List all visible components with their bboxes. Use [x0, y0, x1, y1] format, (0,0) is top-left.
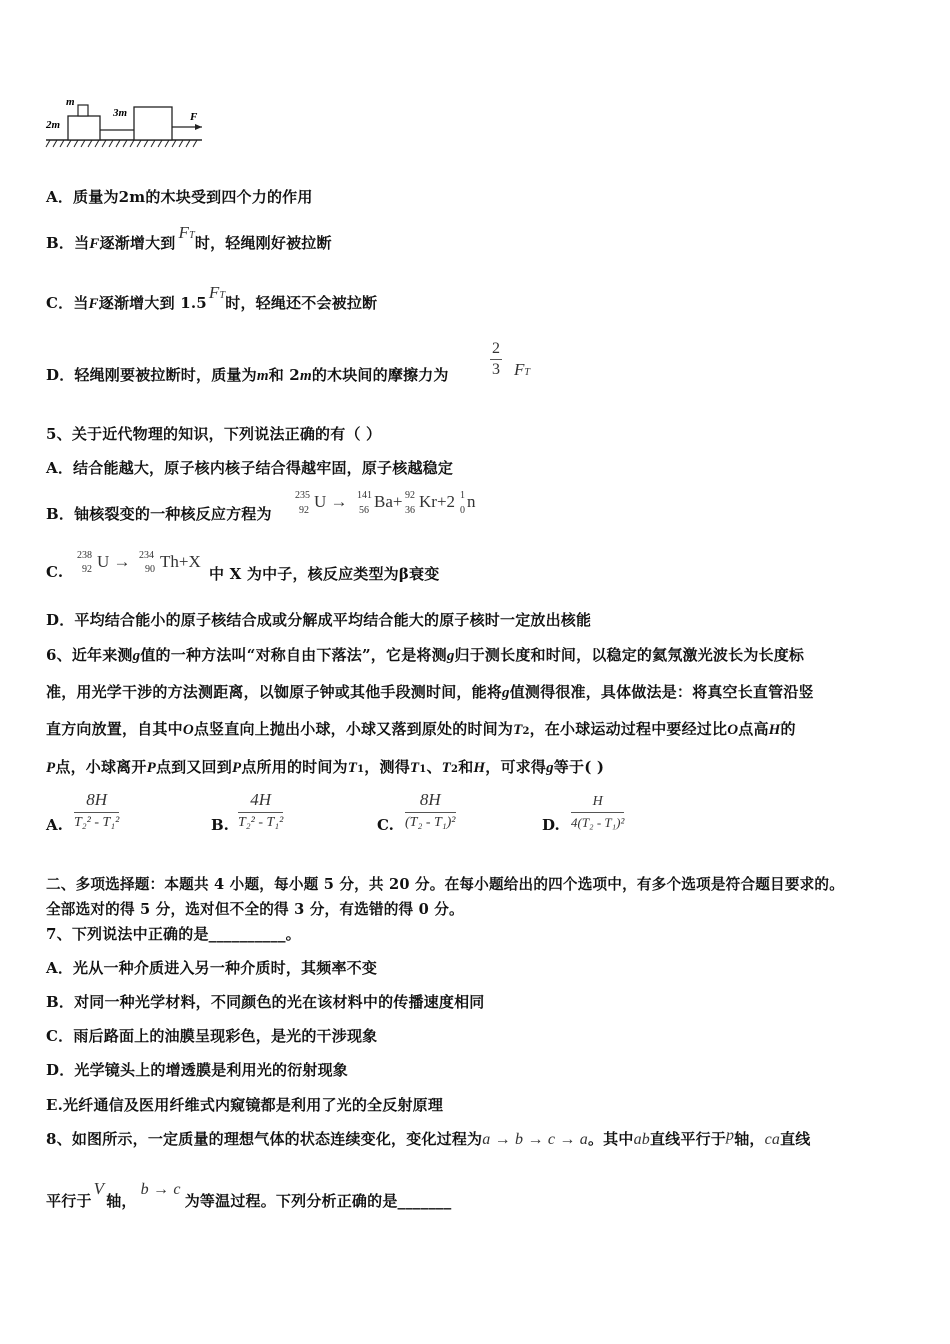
- q4-b-pre: B．当: [46, 234, 90, 252]
- label-F: F: [190, 111, 198, 123]
- q4-b-mid: 逐渐增大到: [99, 234, 176, 252]
- q4-d-pre: D．轻绳刚要被拉断时，质量为: [46, 366, 257, 384]
- q5-stem: 5、关于近代物理的知识，下列说法正确的有（ ）: [46, 425, 382, 443]
- q6-line-3: 直方向放置，自其中O点竖直向上抛出小球，小球又落到原处的时间为T2，在小球运动过程中要经过比O点高H的: [46, 720, 796, 738]
- q6-option-c-fraction: 8H (T₂ - T₁)²: [405, 790, 456, 830]
- q6-line-2: 准，用光学干涉的方法测距离，以铷原子钟或其他手段测时间，能将g值测得很准，具体做法是：将真空长直管沿竖: [46, 683, 814, 701]
- q7-stem: 7、下列说法中正确的是__________。: [46, 925, 301, 943]
- q8-line-2: 平行于V轴，b → c为等温过程。下列分析正确的是_______: [46, 1179, 452, 1210]
- q8-line-1: 8、如图所示，一定质量的理想气体的状态连续变化，变化过程为a → b → c → a。其中ab直线平行于p轴，ca直线: [46, 1127, 811, 1148]
- q5-option-c-label: C.: [46, 563, 64, 581]
- q7-option-b: B．对同一种光学材料，不同颜色的光在该材料中的传播速度相同: [46, 993, 485, 1011]
- q4-c-post: 时，轻绳还不会被拉断: [225, 294, 378, 312]
- section2-line-2: 全部选对的得 5 分，选对但不全的得 3 分，有选错的得 0 分。: [46, 901, 464, 918]
- q6-option-b-fraction: 4H T₂² - T₁²: [238, 790, 284, 830]
- q5-c-equation: 238 92 U → 234 90 Th+X: [77, 550, 201, 575]
- q6-option-c-label: C.: [377, 816, 394, 834]
- q5-option-d: D．平均结合能小的原子核结合成或分解成平均结合能大的原子核时一定放出核能: [46, 611, 592, 629]
- q6-option-d-label: D.: [542, 816, 560, 834]
- q4-d-m2: m: [299, 368, 312, 384]
- q6-line-4: P点，小球离开P点到又回到P点所用的时间为T1，测得T1、T2和H，可求得g等于( ): [46, 758, 605, 776]
- q4-option-c: [46, 283, 378, 313]
- label-3m: 3m: [113, 107, 128, 119]
- q4-d-and: 和 2: [268, 366, 300, 384]
- q5-option-b: B．铀核裂变的一种核反应方程为: [46, 505, 272, 523]
- q4-d-ft: FT: [514, 360, 530, 379]
- q4-c-pre: C．当: [46, 294, 89, 312]
- q7-option-a: A．光从一种介质进入另一种介质时，其频率不变: [46, 959, 378, 977]
- q6-option-d-fraction: $\frac{H}{\text{4(T₂ - T₁)²}}$: [571, 794, 625, 830]
- q4-d-fraction: $\frac{2}{3}$: [492, 340, 500, 378]
- q6-option-a-fraction: 8H T₂² - T₁²: [74, 790, 120, 830]
- q7-option-e: E.光纤通信及医用纤维式内窥镜都是利用了光的全反射原理: [46, 1096, 444, 1114]
- q4-b-ft: FT: [178, 223, 195, 242]
- q7-option-c: C．雨后路面上的油膜呈现彩色，是光的干涉现象: [46, 1027, 378, 1045]
- section2-line-1: 二、多项选择题：本题共 4 小题，每小题 5 分，共 20 分。在每小题给出的四个选项中，有多个选项是符合题目要求的。: [46, 876, 844, 893]
- label-2m: 2m: [46, 119, 61, 131]
- q7-option-d: D．光学镜头上的增透膜是利用光的衍射现象: [46, 1061, 349, 1079]
- q5-option-a: A．结合能越大，原子核内核子结合得越牢固，原子核越稳定: [46, 459, 454, 477]
- q4-c-ft: FT: [208, 283, 226, 302]
- q6-option-b-label: B.: [211, 816, 229, 834]
- q4-d-post: 的木块间的摩擦力为: [311, 366, 449, 384]
- blocks-figure: [44, 94, 214, 152]
- q4-c-mid: 逐渐增大到 1.5: [98, 294, 207, 312]
- q4-b-post: 时，轻绳刚好被拉断: [194, 234, 332, 252]
- q4-option-a: A．质量为2m的木块受到四个力的作用: [46, 188, 313, 206]
- q6-option-a-label: A.: [46, 816, 63, 834]
- q5-b-equation: 235 92 U → 141 56 Ba+ 92 36 Kr+2 1 0 n: [295, 490, 476, 516]
- q6-line-1: 6、近年来测g值的一种方法叫“对称自由下落法”，它是将测g归于测长度和时间，以稳定的氦氖激光波长为长度标: [46, 646, 805, 664]
- q5-option-c-text: 中 X 为中子，核反应类型为β衰变: [209, 565, 440, 583]
- q4-option-b: [46, 223, 332, 253]
- q4-b-force: F: [89, 236, 100, 252]
- q4-option-d: [46, 364, 449, 385]
- q4-d-m: m: [256, 368, 269, 384]
- label-m: m: [66, 96, 75, 108]
- q4-c-force: F: [88, 296, 99, 312]
